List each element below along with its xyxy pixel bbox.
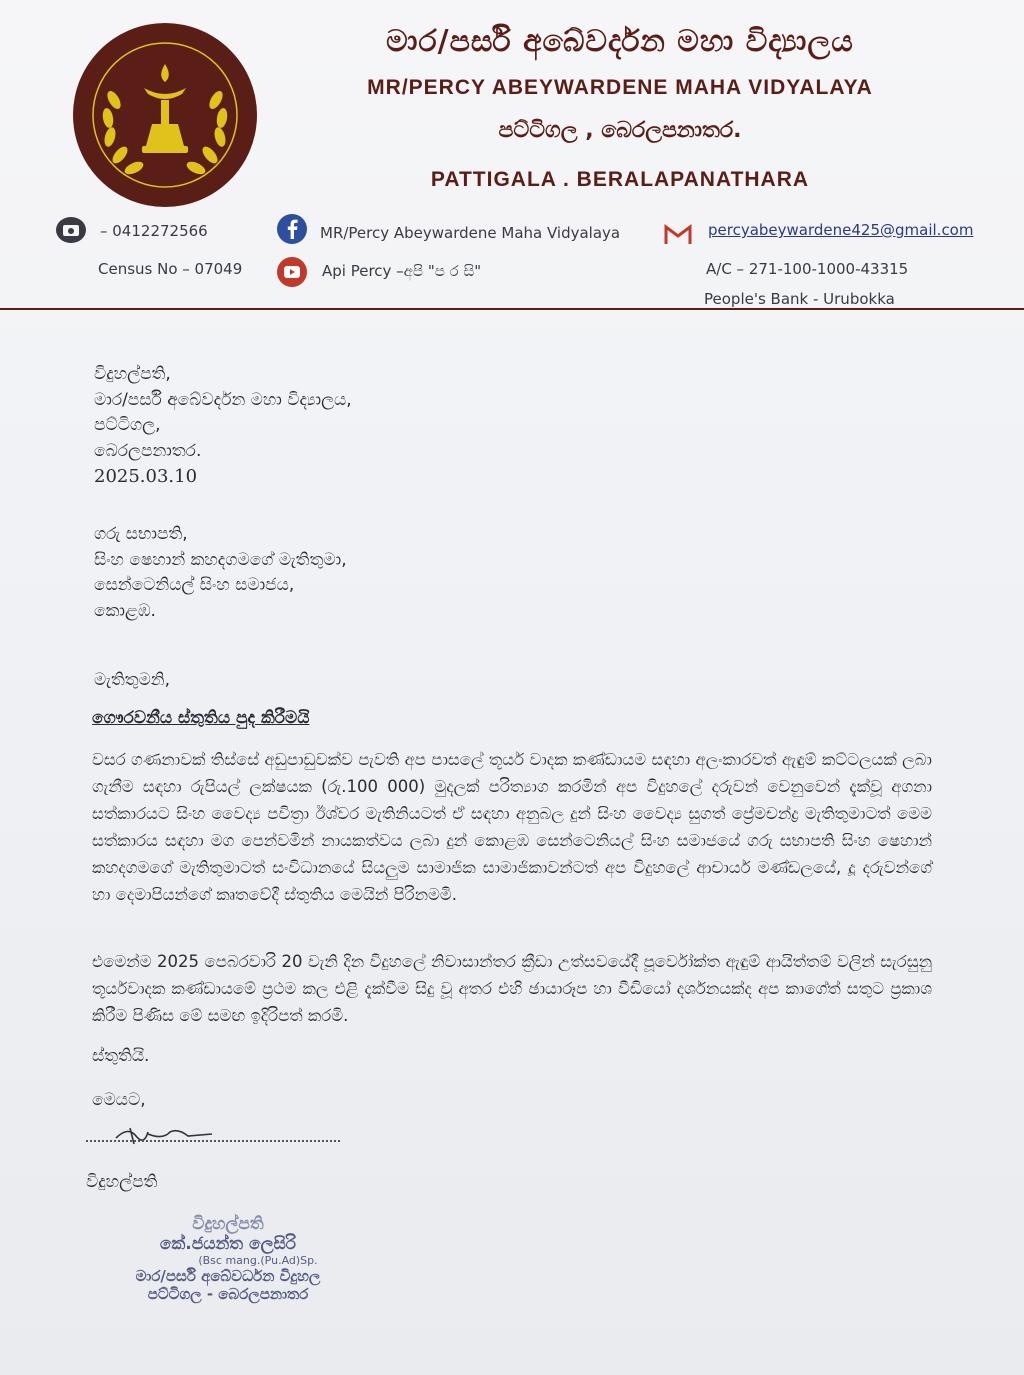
letter-subject: ගෞරවනීය ස්තුතිය පුද කිරීමයි bbox=[92, 708, 310, 728]
gmail-icon bbox=[664, 224, 692, 246]
closing-thanks: ස්තුතියි. bbox=[92, 1046, 150, 1066]
letterhead-divider bbox=[0, 308, 1024, 310]
signature-line bbox=[86, 1140, 340, 1142]
sender-line: පට්ටිගල, bbox=[94, 415, 161, 435]
closing-yours: මෙයට, bbox=[92, 1090, 146, 1110]
school-name-sinhala: මාර/පර්සි අබේවර්දන මහා විද්‍යාලය bbox=[386, 24, 854, 59]
school-name-english: MR/PERCY ABEYWARDENE MAHA VIDYALAYA bbox=[367, 76, 873, 99]
address-english: PATTIGALA . BERALAPANATHARA bbox=[430, 168, 810, 191]
salutation: මැතිතුමනි, bbox=[94, 670, 171, 690]
recipient-line: ගරු සභාපති, bbox=[94, 524, 188, 544]
stamp-title: විදුහල්පති bbox=[192, 1214, 264, 1234]
phone-number: – 0412272566 bbox=[100, 222, 208, 240]
facebook-icon bbox=[276, 213, 308, 245]
sender-address bbox=[94, 362, 352, 490]
stamp-name: කේ.ජයන්ත ලෙසිරි bbox=[159, 1234, 297, 1254]
census-number: Census No – 07049 bbox=[98, 260, 243, 278]
address-sinhala: පට්ටිගල , බෙරලපනාතර. bbox=[498, 118, 742, 143]
bank-account: A/C – 271-100-1000-43315 bbox=[706, 260, 909, 278]
sender-line: බෙරලපනාතර. bbox=[94, 440, 202, 461]
stamp-qualification: (Bsc mang.(Pu.Ad)Sp. bbox=[198, 1254, 318, 1267]
sender-line: මාර/පර්සි අබේවර්දන මහා විද්‍යාලය, bbox=[94, 389, 352, 410]
stamp-school: මාර/පර්සි අබේවර්ධන විදුහල bbox=[135, 1267, 321, 1285]
signatory-title: විදුහල්පති bbox=[86, 1172, 158, 1192]
body-paragraph-1: වසර ගණනාවක් තිස්සේ අඩුපාඩුවක්ව පැවති අප පාසලේ තූර්ය වාදක කණ්ඩායම සඳහා අලංකාරවත් ඇඳුම් කට්ටලයක් ලබා ගැනීම සඳහා රුපියල් ලක්ෂයක (රු.100 000) මුදලක් පරිත්‍යාග කරමින් අප විදුහලේ දරුවන් වෙනුවෙන් දැක්වූ අගනා සත්කාරයට සිංහ වෛද්‍ය පවිත්‍රා ඊශ්වර මැතිනියටත් ඒ සඳහා අනුබල දුන් සිංහ වෛද්‍ය සුගත් ප්‍රේමචන්ද්‍ර මැතිතුමාටත් මෙම සත්කාරය සඳහා මග පෙන්වමින් නායකත්වය ලබා දුන් කොළඹ සෙන්ටෙනියල් සිංහ සමාජයේ ගරු සභාපති සිංහ ෂෙහාන් කහදගමගේ මැතිතුමාටත් සංවිධානයේ සියලුම සාමාජික සාමාජිකාවන්ටත් අප විදුහලේ ආචාර්ය මණ්ඩලයේ, දූ දරුවන්ගේ හා දෙමාපියන්ගේ කෘතවේදී ස්තුතිය මෙයින් පිරිනමමි. bbox=[92, 750, 932, 904]
recipient-address bbox=[94, 522, 347, 624]
official-stamp bbox=[108, 1214, 348, 1303]
facebook-page: MR/Percy Abeywardene Maha Vidyalaya bbox=[320, 224, 621, 242]
sender-line: විදුහල්පති, bbox=[94, 364, 171, 384]
handwritten-signature bbox=[108, 1118, 218, 1148]
youtube-channel: Api Percy –අපි "ප ර සි" bbox=[322, 262, 482, 280]
bank-name: People's Bank - Urubokka bbox=[704, 290, 895, 308]
recipient-line: සිංහ ෂෙහාන් කහදගමගේ මැතිතුමා, bbox=[94, 549, 347, 570]
telephone-icon bbox=[55, 216, 87, 244]
recipient-line: කොළඹ. bbox=[94, 600, 156, 621]
body-paragraph-2: එමෙන්ම 2025 පෙබරවාරි 20 වැනි දින විදුහලේ නිවාසාන්තර ක්‍රීඩා උත්සවයේදී පූර්වෝක්ත ඇඳුම් ආයිත්තම් වලින් සැරසුනු තූර්යවාදක කණ්ඩායමේ ප්‍රථම කල එළි දැක්වීම සිදු වූ අතර එහි ඡායාරූප හා වීඩියෝ දර්ශනයක්ද අප කාගේත් සතුට ප්‍රකාශ කිරීම පිණිස මේ සමඟ ඉදිරිපත් කරමි. bbox=[92, 952, 932, 1025]
youtube-icon bbox=[276, 256, 308, 288]
stamp-address: පට්ටිගල - බෙරලපනාතර bbox=[147, 1285, 309, 1303]
email-link[interactable]: percyabeywardene425@gmail.com bbox=[708, 221, 974, 239]
letter-date: 2025.03.10 bbox=[94, 466, 198, 487]
recipient-line: සෙන්ටෙනියල් සිංහ සමාජය, bbox=[94, 575, 295, 595]
school-crest-logo bbox=[72, 22, 258, 208]
